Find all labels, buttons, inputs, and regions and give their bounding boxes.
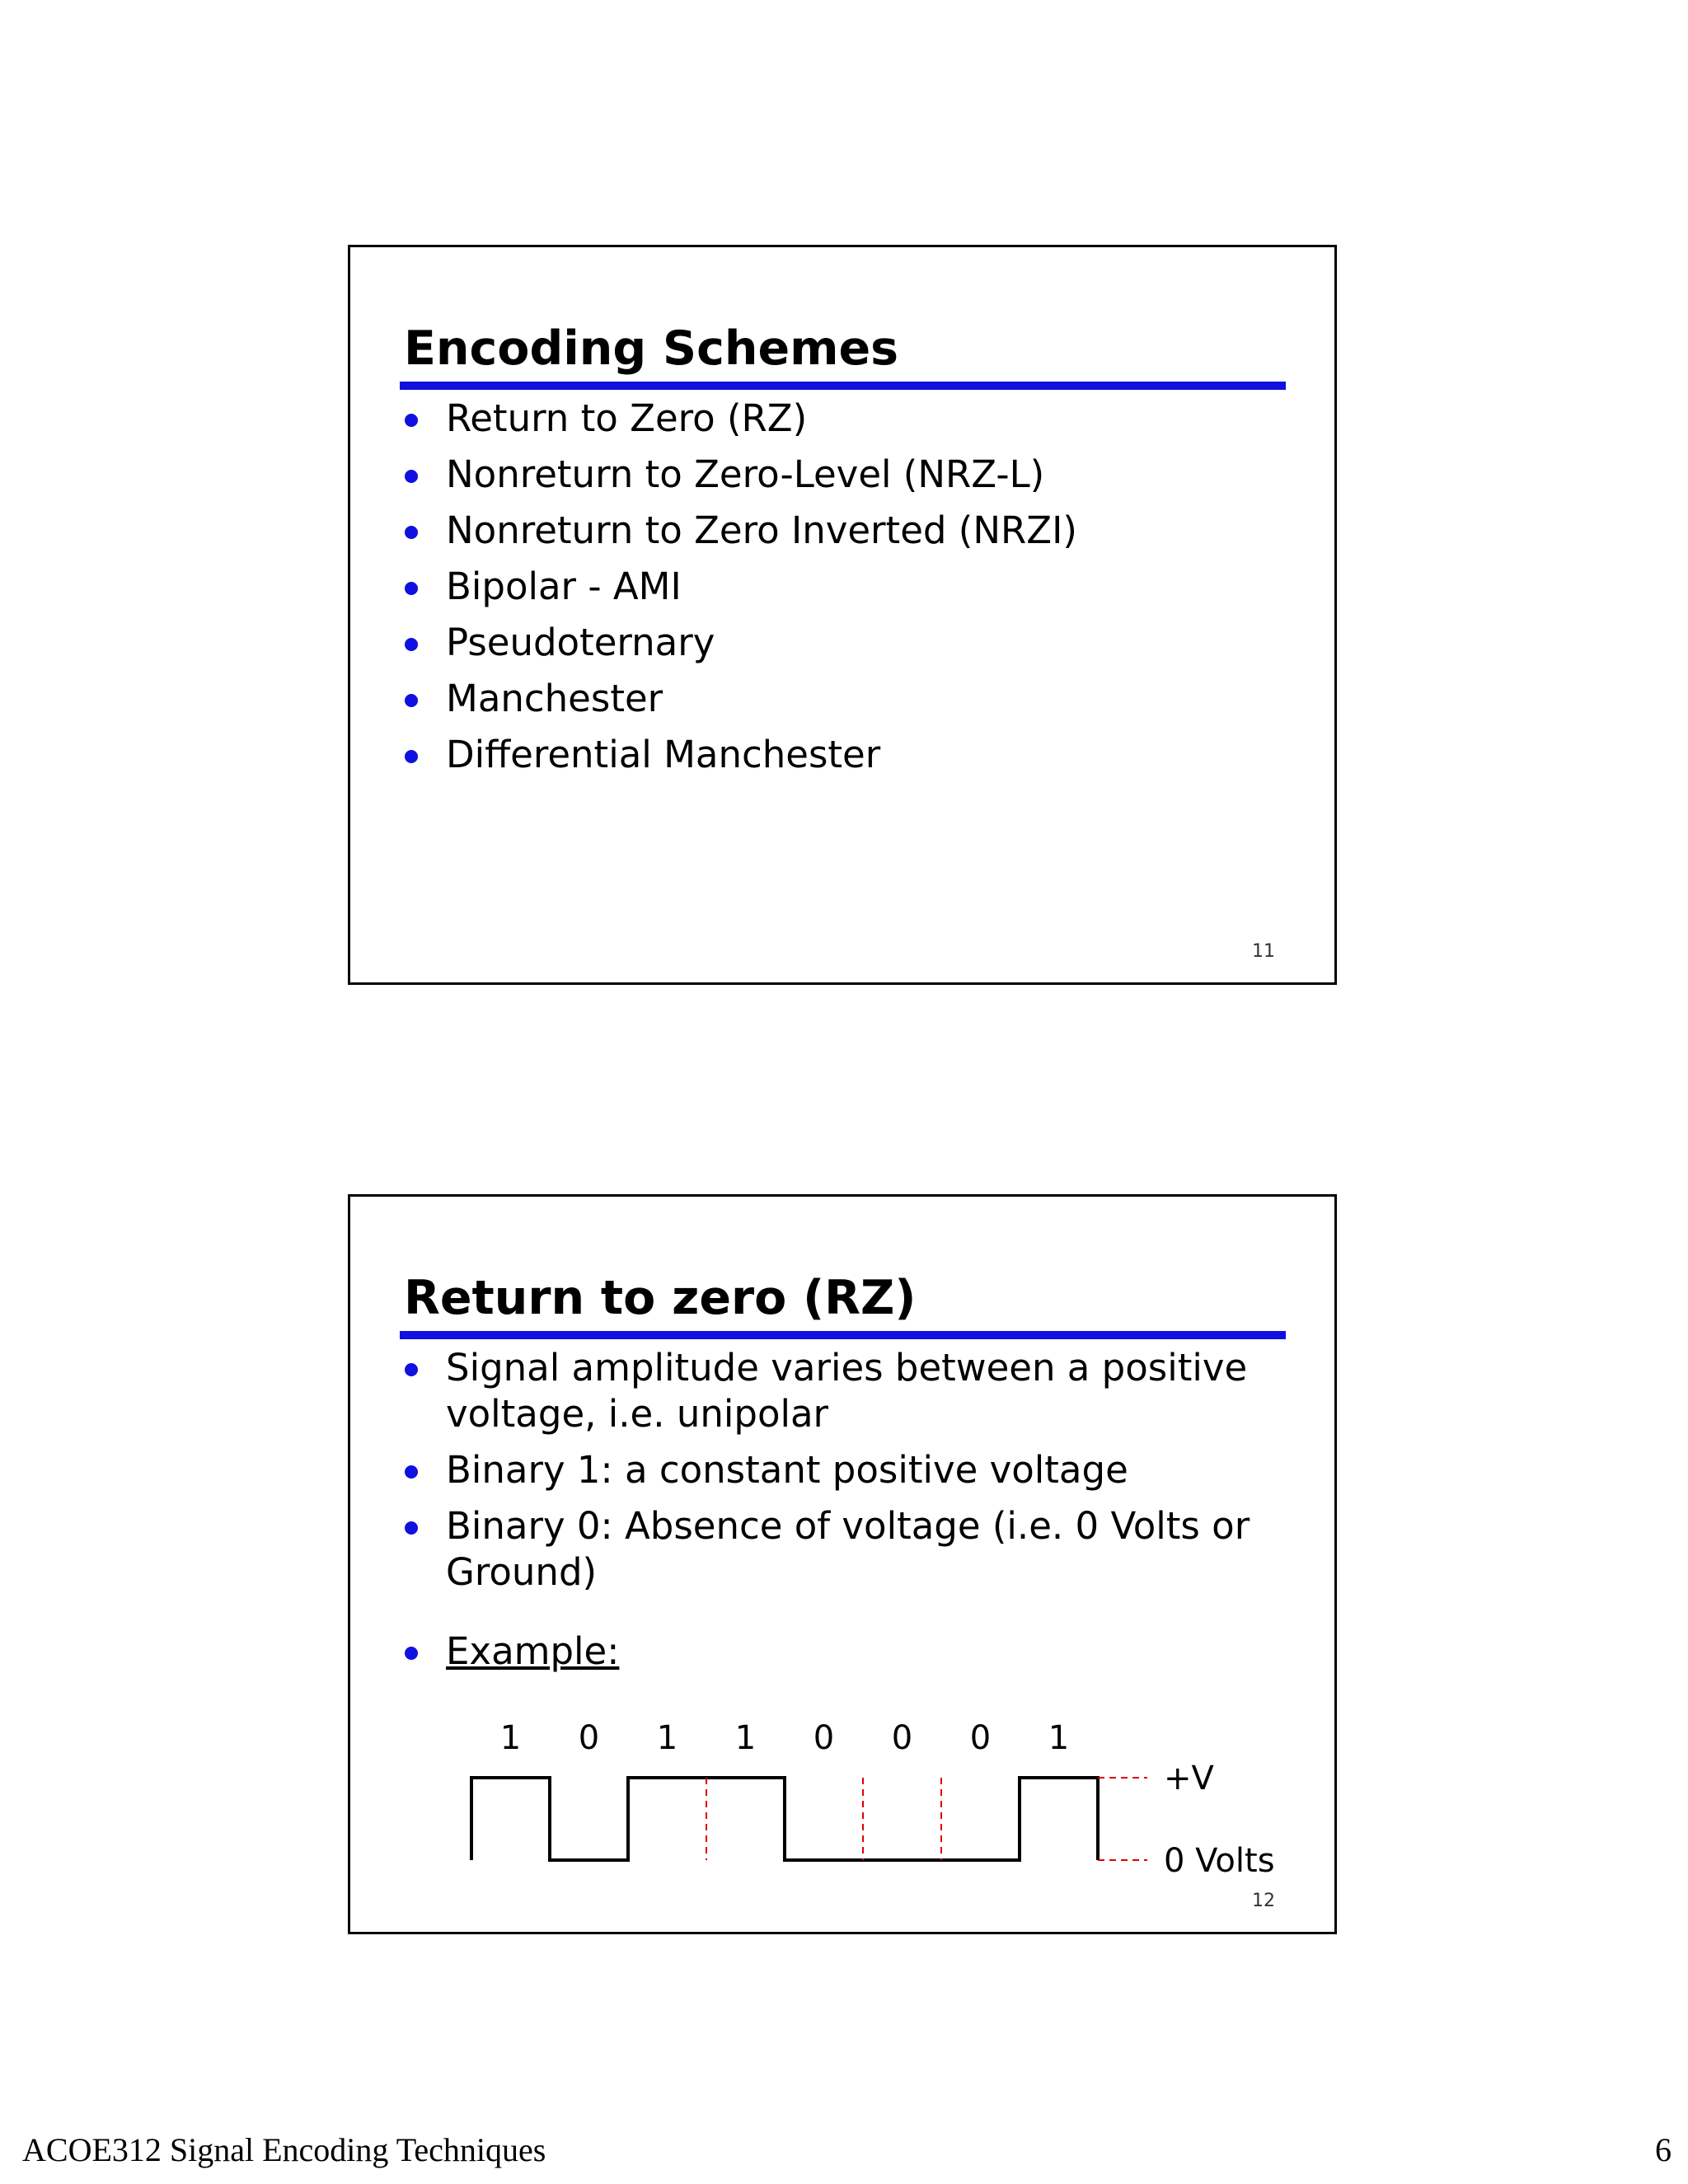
bit-label: 0 [969,1719,992,1757]
slide-page-number: 12 [1252,1891,1275,1911]
bullet-item: Manchester [405,676,1262,722]
slide-return-to-zero [348,1194,1337,1934]
footer-course-title: ACOE312 Signal Encoding Techniques [22,2131,546,2168]
bullet-item: Return to Zero (RZ) [405,396,1262,442]
bullet-item: Signal amplitude varies between a positive voltage, i.e. unipolar [405,1345,1262,1437]
footer-page-number: 6 [1655,2131,1672,2168]
bullet-item: Nonreturn to Zero Inverted (NRZI) [405,508,1262,554]
bullet-icon [405,638,418,651]
bit-label: 1 [499,1719,522,1757]
bullet-icon [405,470,418,483]
slide-page-number: 11 [1252,941,1275,962]
example-label: Example: [446,1629,620,1673]
bullet-item: Bipolar - AMI [405,564,1262,610]
bit-label: 0 [813,1719,835,1757]
title-underline [400,382,1286,390]
bullet-icon [405,694,418,707]
bit-label: 1 [656,1719,678,1757]
bullet-icon [405,582,418,595]
bullet-item: Nonreturn to Zero-Level (NRZ-L) [405,452,1262,498]
bullet-icon [405,414,418,427]
high-level-label: +V [1164,1760,1214,1797]
bullet-icon [405,526,418,539]
bit-label: 1 [1048,1719,1070,1757]
bit-label: 0 [578,1719,600,1757]
bullet-item: Binary 1: a constant positive voltage [405,1447,1262,1493]
bit-label: 0 [891,1719,913,1757]
bit-label: 1 [734,1719,757,1757]
slide-title: Encoding Schemes [404,321,899,376]
waveform-line [471,1778,1098,1860]
rz-signal-diagram [350,1197,1334,1932]
bullet-icon [405,750,418,763]
bullet-item: Pseudoternary [405,620,1262,666]
low-level-label: 0 Volts [1164,1842,1275,1880]
slide-encoding-schemes [348,245,1337,985]
bullet-item: Differential Manchester [405,732,1262,778]
bullet-item: Binary 0: Absence of voltage (i.e. 0 Volts or Ground) [405,1503,1262,1596]
bullet-list [405,396,1262,788]
slide-title: Return to zero (RZ) [404,1271,917,1325]
